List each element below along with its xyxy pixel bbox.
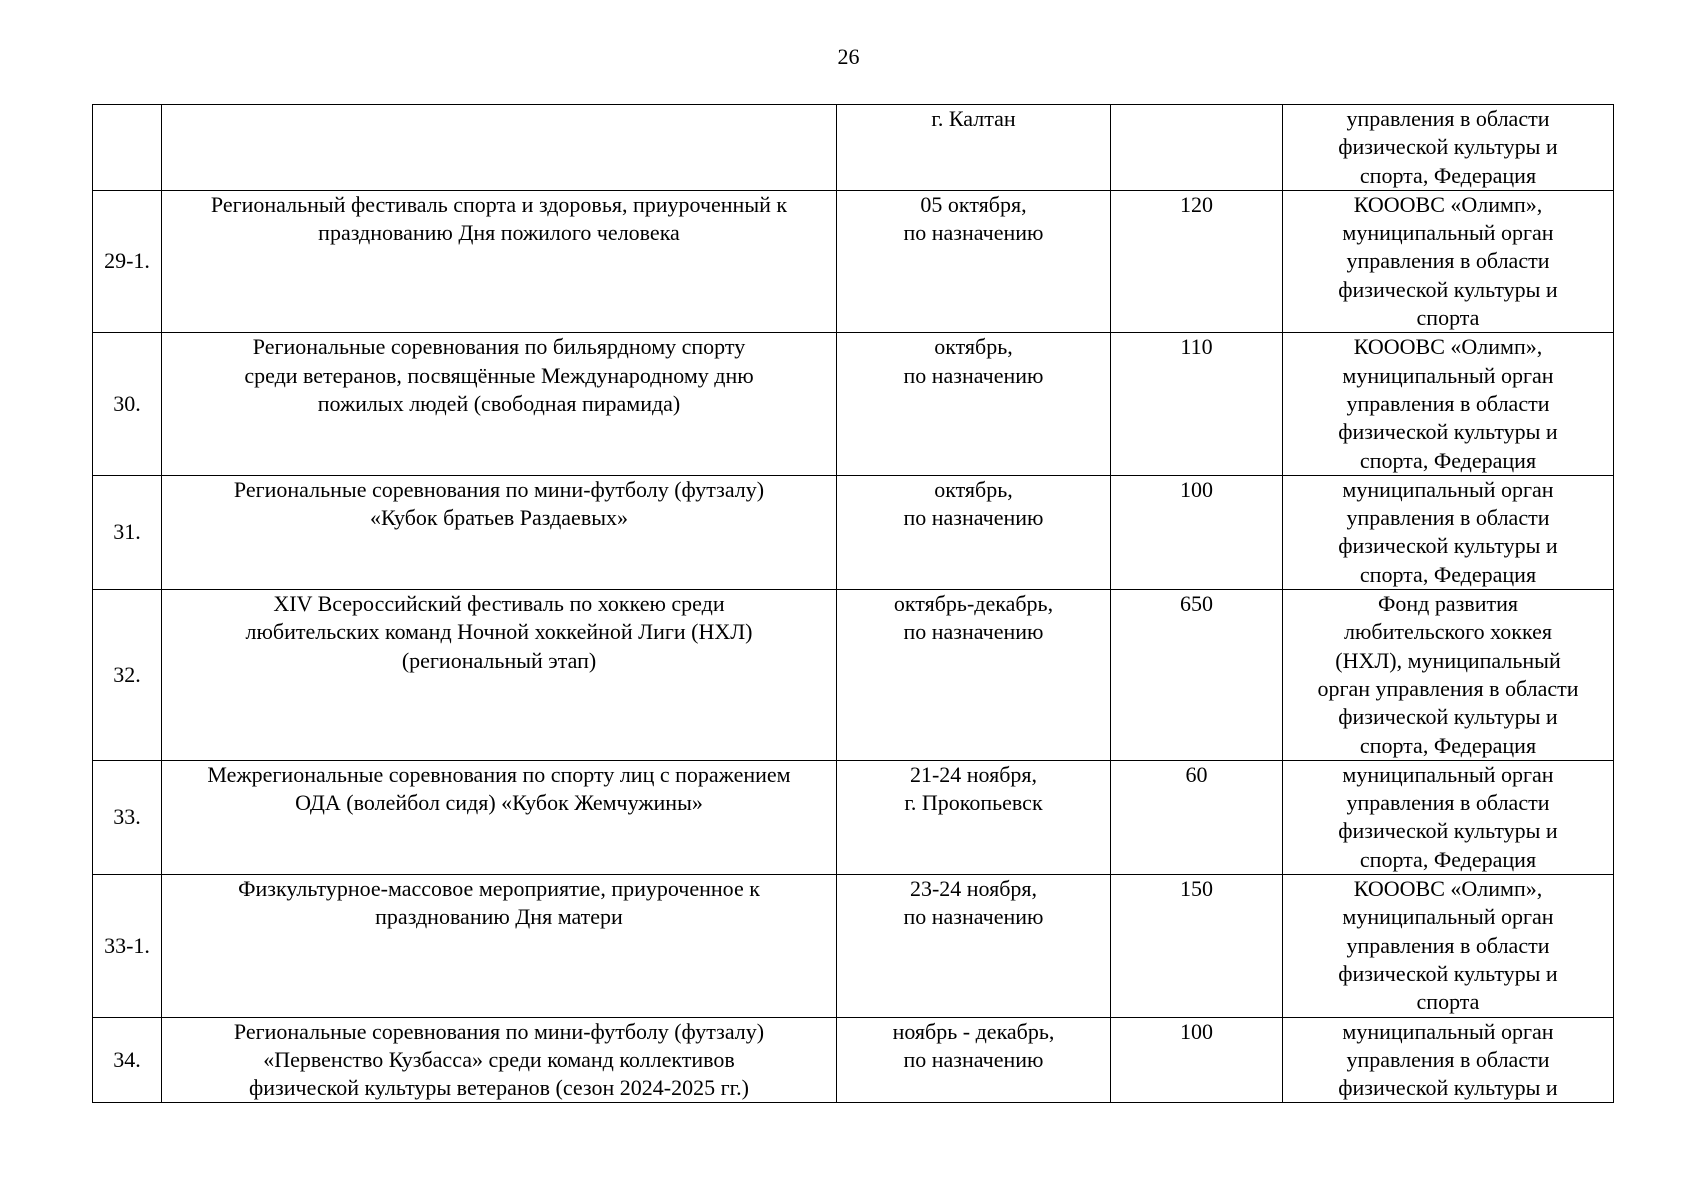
participants-count: 100 — [1111, 475, 1283, 589]
participants-count: 120 — [1111, 190, 1283, 332]
event-organizer-line: спорта — [1416, 989, 1480, 1015]
event-organizer-line: любительского хоккея — [1344, 619, 1552, 645]
event-organizer-line: физической культуры и — [1338, 419, 1558, 445]
event-name-line: Межрегиональные соревнования по спорту лиц с поражением — [207, 761, 791, 787]
table-row — [93, 875, 1614, 1017]
event-date-place — [837, 590, 1111, 761]
event-date-place-line: по назначению — [903, 505, 1044, 531]
event-organizer-line: физической культуры и — [1338, 134, 1558, 160]
table-row — [93, 590, 1614, 761]
event-name — [162, 590, 837, 761]
event-organizer-line: управления в области — [1346, 1046, 1550, 1072]
event-organizer-line: спорта, Федерация — [1359, 561, 1537, 587]
event-name-line: Региональные соревнования по мини-футболу (футзалу) — [233, 1018, 765, 1044]
table-row — [93, 760, 1614, 874]
event-name-line: Физкультурное-массовое мероприятие, приуроченное к — [238, 876, 760, 902]
event-name-line: празднованию Дня матери — [375, 904, 623, 930]
event-organizer — [1283, 105, 1614, 191]
event-organizer-line: муниципальный орган — [1342, 476, 1554, 502]
event-date-place-line: октябрь-декабрь, — [893, 591, 1054, 617]
participants-count — [1111, 105, 1283, 191]
event-name-line: физической культуры ветеранов (сезон 2024-2025 гг.) — [249, 1075, 749, 1101]
event-name-line: празднованию Дня пожилого человека — [318, 220, 680, 246]
table-row — [93, 1017, 1614, 1103]
event-name-line: «Кубок братьев Раздаевых» — [370, 505, 628, 531]
event-organizer-line: Фонд развития — [1378, 591, 1518, 617]
event-organizer-line: физической культуры и — [1338, 704, 1558, 730]
event-organizer-line: физической культуры и — [1338, 1075, 1558, 1101]
event-organizer-line: спорта — [1416, 305, 1480, 331]
event-name — [162, 760, 837, 874]
event-name-line: пожилых людей (свободная пирамида) — [317, 390, 681, 416]
event-organizer — [1283, 1017, 1614, 1103]
event-organizer — [1283, 875, 1614, 1017]
event-name — [162, 875, 837, 1017]
event-organizer-line: муниципальный орган — [1342, 761, 1554, 787]
event-date-place-line: по назначению — [903, 362, 1044, 388]
event-organizer-line: управления в области — [1346, 505, 1550, 531]
event-date-place — [837, 1017, 1111, 1103]
event-organizer-line: физической культуры и — [1338, 960, 1558, 986]
event-date-place-line: октябрь, — [934, 334, 1013, 360]
event-organizer-line: управления в области — [1346, 248, 1550, 274]
event-date-place-line: г. Прокопьевск — [904, 790, 1043, 816]
participants-count: 650 — [1111, 590, 1283, 761]
table-row — [93, 190, 1614, 332]
event-name-line: Региональный фестиваль спорта и здоровья, приуроченный к — [210, 191, 788, 217]
row-number: 30. — [93, 333, 162, 475]
event-organizer — [1283, 475, 1614, 589]
event-date-place — [837, 475, 1111, 589]
event-date-place — [837, 875, 1111, 1017]
event-name — [162, 105, 837, 191]
participants-count: 150 — [1111, 875, 1283, 1017]
event-organizer — [1283, 190, 1614, 332]
event-organizer-line: муниципальный орган — [1342, 904, 1554, 930]
event-name — [162, 475, 837, 589]
row-number: 31. — [93, 475, 162, 589]
event-date-place — [837, 760, 1111, 874]
event-date-place-line: по назначению — [903, 1046, 1044, 1072]
event-name-line: среди ветеранов, посвящённые Международному дню — [244, 362, 754, 388]
event-organizer-line: орган управления в области — [1317, 675, 1579, 701]
table-row — [93, 475, 1614, 589]
event-organizer-line: КОООВС «Олимп», — [1353, 334, 1543, 360]
event-date-place-line: по назначению — [903, 619, 1044, 645]
event-date-place-line: 05 октября, — [920, 191, 1027, 217]
event-date-place — [837, 333, 1111, 475]
events-table-body — [93, 105, 1614, 1103]
event-organizer-line: физической культуры и — [1338, 533, 1558, 559]
event-organizer-line: муниципальный орган — [1342, 220, 1554, 246]
event-date-place — [837, 190, 1111, 332]
event-date-place-line: по назначению — [903, 904, 1044, 930]
event-date-place-line: октябрь, — [934, 476, 1013, 502]
event-name-line: Региональные соревнования по бильярдному спорту — [252, 334, 746, 360]
event-organizer-line: (НХЛ), муниципальный — [1335, 647, 1561, 673]
event-organizer-line: спорта, Федерация — [1359, 732, 1537, 758]
event-date-place-line: 23-24 ноября, — [909, 876, 1038, 902]
event-organizer-line: управления в области — [1346, 790, 1550, 816]
row-number: 29-1. — [93, 190, 162, 332]
event-date-place-line: г. Калтан — [931, 106, 1016, 131]
event-organizer — [1283, 333, 1614, 475]
event-date-place-line: по назначению — [903, 220, 1044, 246]
row-number: 33. — [93, 760, 162, 874]
event-organizer-line: физической культуры и — [1338, 276, 1558, 302]
event-organizer-line: КОООВС «Олимп», — [1353, 191, 1543, 217]
event-organizer-line: управления в области — [1346, 106, 1550, 131]
events-table — [92, 104, 1614, 1103]
event-organizer-line: муниципальный орган — [1342, 362, 1554, 388]
page-number: 26 — [837, 44, 860, 69]
table-row — [93, 333, 1614, 475]
event-organizer-line: спорта, Федерация — [1359, 447, 1537, 473]
event-organizer-line: спорта, Федерация — [1359, 846, 1537, 872]
event-organizer-line: физической культуры и — [1338, 818, 1558, 844]
event-organizer — [1283, 760, 1614, 874]
event-name — [162, 333, 837, 475]
event-name-line: (региональный этап) — [401, 647, 597, 673]
event-date-place-line: 21-24 ноября, — [909, 761, 1038, 787]
participants-count: 110 — [1111, 333, 1283, 475]
participants-count: 60 — [1111, 760, 1283, 874]
participants-count: 100 — [1111, 1017, 1283, 1103]
event-name — [162, 190, 837, 332]
event-name — [162, 1017, 837, 1103]
table-row — [93, 105, 1614, 191]
event-organizer-line: спорта, Федерация — [1359, 162, 1537, 188]
event-organizer — [1283, 590, 1614, 761]
event-organizer-line: управления в области — [1346, 932, 1550, 958]
event-name-line: Региональные соревнования по мини-футболу (футзалу) — [233, 476, 765, 502]
event-name-line: «Первенство Кузбасса» среди команд коллективов — [263, 1046, 735, 1072]
row-number: 34. — [93, 1017, 162, 1103]
row-number: 32. — [93, 590, 162, 761]
event-organizer-line: муниципальный орган — [1342, 1018, 1554, 1044]
event-name-line: XIV Всероссийский фестиваль по хоккею среди — [273, 591, 725, 617]
row-number: 33-1. — [93, 875, 162, 1017]
event-date-place-line: ноябрь - декабрь, — [892, 1018, 1055, 1044]
event-name-line: любительских команд Ночной хоккейной Лиги (НХЛ) — [245, 619, 753, 645]
event-organizer-line: КОООВС «Олимп», — [1353, 876, 1543, 902]
event-date-place — [837, 105, 1111, 191]
event-organizer-line: управления в области — [1346, 390, 1550, 416]
row-number — [93, 105, 162, 191]
event-name-line: ОДА (волейбол сидя) «Кубок Жемчужины» — [295, 790, 703, 816]
